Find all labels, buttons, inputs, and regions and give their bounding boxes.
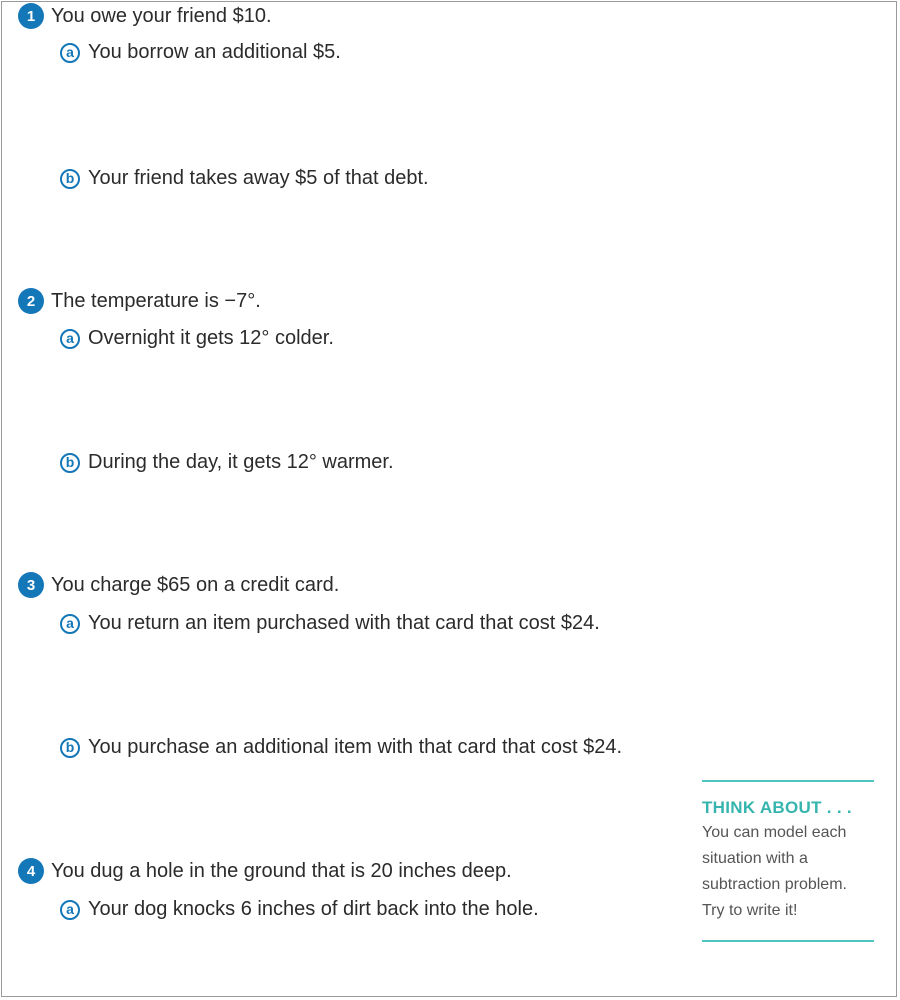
question-number-badge: 4 [18,858,44,884]
question-text: You charge $65 on a credit card. [51,573,340,596]
part-letter-badge: a [60,900,80,920]
question-1-part-b [60,167,429,190]
part-letter-badge: a [60,329,80,349]
question-3-part-a [60,612,600,635]
part-text: Overnight it gets 12° colder. [88,327,334,349]
part-text: You purchase an additional item with that card that cost $24. [88,736,623,758]
part-text: Your friend takes away $5 of that debt. [88,167,429,189]
divider [702,780,874,782]
part-letter-badge: a [60,614,80,634]
think-about-line: You can model each [702,824,847,841]
divider [702,940,874,942]
question-4 [18,858,512,884]
question-2-part-b [60,451,394,474]
question-text: You owe your friend $10. [51,4,272,27]
think-about-line: situation with a [702,850,808,867]
question-4-part-a [60,898,539,921]
question-number-badge: 3 [18,572,44,598]
question-3-part-b [60,736,622,759]
part-letter-badge: b [60,453,80,473]
think-about-body [702,820,874,924]
part-letter-badge: b [60,169,80,189]
think-about-line: Try to write it! [702,902,798,919]
question-2 [18,288,261,314]
question-1-part-a [60,41,341,64]
part-text: During the day, it gets 12° warmer. [88,451,394,473]
question-text: You dug a hole in the ground that is 20 inches deep. [51,859,512,882]
part-letter-badge: a [60,43,80,63]
think-about-line: subtraction problem. [702,876,847,893]
question-number-badge: 2 [18,288,44,314]
think-about-heading: THINK ABOUT . . . [702,798,852,817]
question-2-part-a [60,327,334,350]
part-letter-badge: b [60,738,80,758]
part-text: You borrow an additional $5. [88,41,341,63]
part-text: Your dog knocks 6 inches of dirt back into the hole. [88,898,539,920]
question-3 [18,572,339,598]
question-1 [18,3,272,29]
question-text: The temperature is −7°. [51,289,261,312]
question-number-badge: 1 [18,3,44,29]
think-about-box [702,780,874,942]
part-text: You return an item purchased with that card that cost $24. [88,612,600,634]
